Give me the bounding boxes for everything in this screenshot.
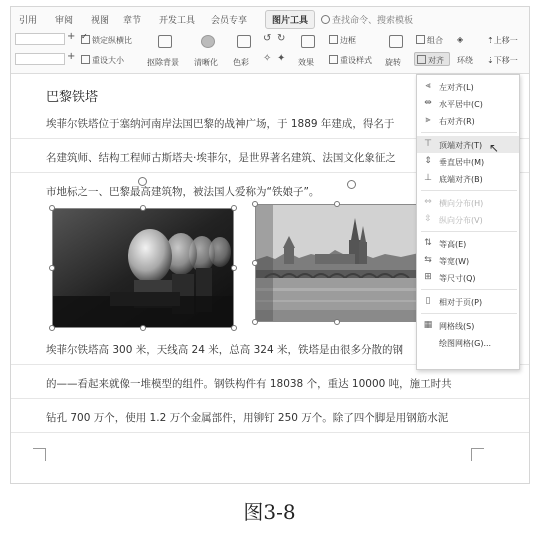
tab-view[interactable]: 视图 — [91, 16, 110, 26]
resize-handle[interactable] — [334, 201, 340, 207]
page-corner-mark — [33, 448, 46, 461]
search-label: 查找命令、搜索模板 — [332, 16, 414, 26]
rotate-left-icon[interactable]: ↺ — [263, 33, 272, 44]
menu-item-same-width[interactable]: ⇆ 等宽(W) — [424, 255, 470, 266]
resize-handle[interactable] — [231, 325, 237, 331]
effects-icon[interactable] — [301, 35, 315, 48]
checkbox-icon — [81, 35, 90, 44]
align-middle-vertical-icon: ⇕ — [424, 156, 432, 166]
resize-handle[interactable] — [231, 265, 237, 271]
resize-handle[interactable] — [49, 325, 55, 331]
distribute-horizontal-icon: ⇔ — [424, 197, 432, 207]
height-increase-icon[interactable]: + — [67, 31, 76, 42]
paragraph-line: 埃菲尔铁塔位于塞纳河南岸法国巴黎的战神广场，于 1889 年建成，得名于 — [46, 118, 395, 130]
reset-style-button[interactable] — [329, 55, 372, 66]
width-input[interactable] — [15, 53, 65, 65]
reset-size-button[interactable] — [81, 55, 124, 66]
paragraph-line: 的——看起来就像一堆模型的组件。钢铁构件有 18038 个，重达 10000 吨，施工时共 — [46, 378, 452, 390]
tab-references[interactable]: 引用 — [19, 16, 38, 26]
align-dropdown-menu — [416, 74, 520, 370]
remove-background-button[interactable]: 抠除背景 — [147, 58, 179, 67]
distribute-vertical-icon: ⇳ — [424, 214, 432, 224]
menu-item-align-right[interactable]: ⫸ 右对齐(R) — [417, 112, 519, 129]
wrap-button[interactable]: 环绕 — [457, 56, 473, 65]
same-size-icon: ⊞ — [424, 272, 432, 282]
reset-style-icon — [329, 55, 338, 64]
grid-lines-icon: ▦ — [423, 320, 433, 330]
resize-handle[interactable] — [231, 205, 237, 211]
tab-developer[interactable]: 开发工具 — [159, 16, 196, 26]
page-corner-mark — [471, 448, 484, 461]
document-title: 巴黎铁塔 — [46, 90, 99, 105]
menu-separator — [421, 313, 517, 314]
align-top-icon: ⊤ — [424, 139, 432, 149]
rotate-right-icon[interactable]: ↻ — [277, 33, 286, 44]
clarity-icon[interactable] — [201, 35, 215, 48]
menu-item-align-middle[interactable]: ⇕ 垂直居中(M) — [424, 156, 485, 167]
lock-ratio-label: 锁定纵横比 — [92, 36, 132, 45]
reset-size-label: 重设大小 — [92, 56, 124, 65]
clarity-button[interactable]: 清晰化 — [194, 58, 218, 67]
rotate-icon[interactable] — [389, 35, 403, 48]
resize-handle[interactable] — [140, 325, 146, 331]
align-right-icon: ⫸ — [425, 115, 431, 125]
border-icon — [329, 35, 338, 44]
align-left-icon: ⫷ — [425, 81, 431, 91]
width-increase-icon[interactable]: + — [67, 51, 76, 62]
combine-label: 组合 — [427, 36, 443, 45]
reset-style-label: 重设样式 — [340, 56, 372, 65]
resize-handle[interactable] — [252, 260, 258, 266]
color-button[interactable]: 色彩 — [233, 58, 249, 67]
selection-frame-right — [255, 204, 419, 322]
figure-caption: 图3-8 — [243, 500, 296, 524]
align-label: 对齐 — [428, 56, 444, 65]
effects-button[interactable]: 效果 — [298, 58, 314, 67]
send-backward-button[interactable] — [487, 55, 518, 66]
tab-member[interactable]: 会员专享 — [211, 16, 248, 26]
align-button-content — [417, 55, 444, 66]
line-divider — [11, 432, 529, 433]
resize-handle[interactable] — [140, 205, 146, 211]
search-icon — [321, 15, 330, 24]
menu-separator — [421, 289, 517, 290]
remove-background-icon[interactable] — [158, 35, 172, 48]
align-icon — [417, 55, 426, 64]
resize-handle[interactable] — [334, 319, 340, 325]
paragraph-line: 名建筑师、结构工程师古斯塔夫·埃菲尔，是世界著名建筑、法国文化象征之 — [46, 152, 396, 164]
menu-item-grid-lines[interactable]: ▦ 网格线(S) — [423, 320, 475, 331]
rotate-handle-icon[interactable] — [347, 180, 356, 189]
border-button[interactable] — [329, 35, 356, 46]
menu-separator — [421, 190, 517, 191]
align-center-horizontal-icon: ⇹ — [424, 98, 432, 108]
combine-button[interactable] — [416, 35, 443, 46]
menu-item-align-center[interactable]: ⇹ 水平居中(C) — [424, 98, 483, 109]
menu-item-align-top[interactable]: ⊤ 顶端对齐(T) — [417, 136, 519, 153]
rotate-button[interactable]: 旋转 — [385, 58, 401, 67]
resize-handle[interactable] — [49, 265, 55, 271]
align-bottom-icon: ⊥ — [424, 173, 432, 183]
bring-forward-icon: ⇡ — [487, 36, 494, 45]
rotate-handle-icon[interactable] — [138, 177, 147, 186]
tab-picture-tools[interactable]: 图片工具 — [265, 10, 315, 29]
resize-handle[interactable] — [49, 205, 55, 211]
send-backward-icon: ⇣ — [487, 56, 494, 65]
bring-forward-button[interactable] — [487, 35, 518, 46]
menu-item-distribute-horizontal[interactable]: ⇔ 横向分布(H) — [424, 197, 484, 208]
lock-ratio-checkbox[interactable] — [81, 35, 132, 46]
menu-item-align-bottom[interactable]: ⊥ 底端对齐(B) — [424, 173, 483, 184]
adjust-icon[interactable]: ✦ — [277, 53, 286, 64]
tab-review[interactable]: 审阅 — [55, 16, 74, 26]
color-icon[interactable] — [237, 35, 251, 48]
menu-item-distribute-vertical[interactable]: ⇳ 纵向分布(V) — [424, 214, 483, 225]
sparkle-icon[interactable]: ✧ — [263, 53, 272, 64]
menu-item-align-left[interactable]: ⫷ 左对齐(L) — [417, 78, 519, 95]
mouse-cursor-icon: ↖ — [489, 141, 500, 155]
combine-icon — [416, 35, 425, 44]
menu-separator — [421, 132, 517, 133]
bring-forward-label: 上移一 — [493, 36, 518, 45]
paragraph-line: 钻孔 700 万个，使用 1.2 万个金属部件，用铆钉 250 万个。除了四个脚是用钢筋水泥 — [46, 412, 449, 424]
reset-size-icon — [81, 55, 90, 64]
menu-item-same-size[interactable]: ⊞ 等尺寸(Q) — [424, 272, 476, 283]
line-divider — [11, 398, 529, 399]
menu-item-relative-to-page[interactable]: ▯ 相对于页(P) — [417, 293, 519, 310]
resize-handle[interactable] — [252, 319, 258, 325]
command-search[interactable] — [321, 13, 413, 26]
same-width-icon: ⇆ — [424, 255, 432, 265]
align-button[interactable] — [414, 52, 450, 66]
send-backward-label: 下移一 — [493, 56, 518, 65]
menu-item-same-height[interactable]: ⇅ 等高(E) — [424, 238, 467, 249]
selection-frame-left — [52, 208, 234, 328]
border-label: 边框 — [340, 36, 356, 45]
resize-handle[interactable] — [252, 201, 258, 207]
drawing-grid-icon — [423, 337, 433, 347]
menu-item-drawing-grid[interactable]: 绘图网格(G)... — [417, 334, 519, 351]
arrange-icon[interactable]: ◈ — [457, 35, 464, 44]
ribbon-toolbar — [11, 29, 529, 74]
height-input[interactable] — [15, 33, 65, 45]
menu-separator — [421, 231, 517, 232]
tab-chapter[interactable]: 章节 — [123, 16, 142, 26]
ribbon-tab-bar — [11, 7, 529, 29]
paragraph-line: 埃菲尔铁塔高 300 米，天线高 24 米，总高 324 米，铁塔是由很多分散的钢 — [46, 344, 403, 356]
app-window — [10, 6, 530, 484]
same-height-icon: ⇅ — [424, 238, 432, 248]
paragraph-line: 市地标之一、巴黎最高建筑物，被法国人爱称为“铁娘子”。 — [46, 186, 320, 198]
relative-to-page-icon: ▯ — [425, 296, 431, 306]
